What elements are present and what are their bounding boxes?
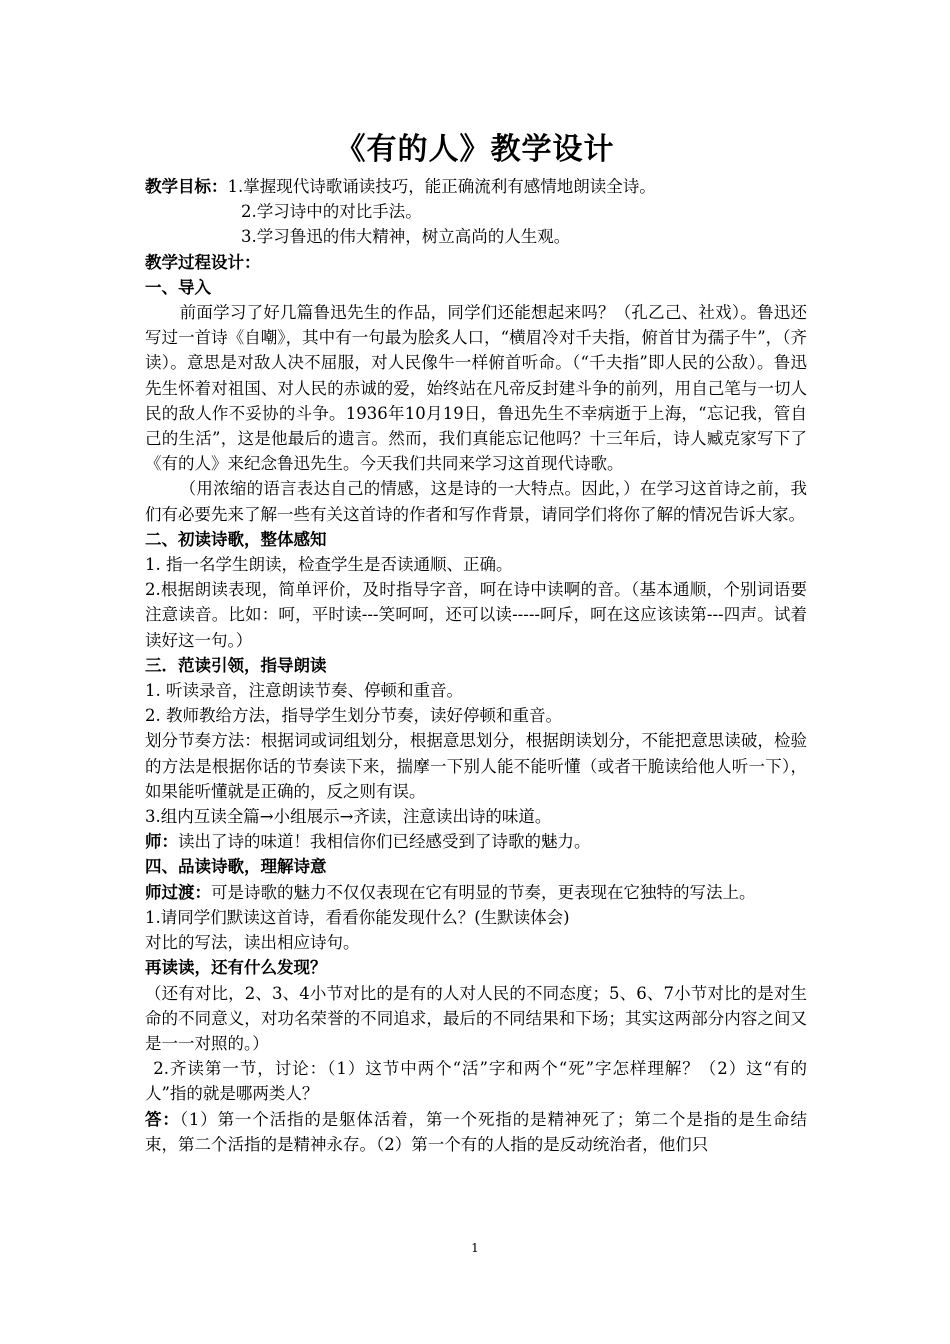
list-item: 3.组内互读全篇→小组展示→齐读，注意读出诗的味道。 — [145, 807, 552, 827]
intro-paragraph: （用浓缩的语言表达自己的情感，这是诗的一大特点。因此，）在学习这首诗之前，我们有必要先来了解一些有关这首诗的作者和写作背景，请同学们将你了解的情况告诉大家。 — [145, 479, 807, 524]
section-heading-intro: 一、导入 — [145, 277, 211, 297]
list-item: 2.齐读第一节，讨论：（1）这节中两个“活”字和两个“死”字怎样理解？（2）这“有的人”指的就是哪两类人？ — [145, 1059, 807, 1104]
objective-item: 2.学习诗中的对比手法。 — [241, 202, 422, 222]
reread-answer: （还有对比，2、3、4小节对比的是有的人对人民的不同态度；5、6、7小节对比的是对生命的不同意义，对功名荣誉的不同追求，最后的不同结果和下场；其实这两部分内容之间又是一一对照的。） — [145, 983, 807, 1053]
reread-heading: 再读读，还有什么发现？ — [145, 958, 327, 978]
objective-line-1 — [145, 174, 807, 199]
transition-label: 师过渡： — [145, 882, 211, 902]
list-item: 2. 教师教给方法，指导学生划分节奏，读好停顿和重音。 — [145, 706, 562, 726]
answer-text: （1）第一个活指的是躯体活着，第一个死指的是精神死了；第二个是指的是生命结束，第二个活指的是精神永存。（2）第一个有的人指的是反动统治者，他们只 — [145, 1109, 808, 1154]
document-title: 《有的人》教学设计 — [335, 132, 615, 167]
rhythm-method-paragraph: 划分节奏方法：根据词或词组划分，根据意思划分，根据朗读划分，不能把意思读破，检验的方法是根据你话的节奏读下来，揣摩一下别人能不能听懂（或者干脆读给他人听一下），如果能听懂就是正确的，反之则有误。 — [145, 731, 807, 801]
answer-paragraph — [145, 1107, 807, 1157]
transition-text: 可是诗歌的魅力不仅仅表现在它有明显的节奏，更表现在它独特的写法上。 — [211, 882, 756, 902]
objective-item: 1.掌握现代诗歌诵读技巧，能正确流利有感情地朗读全诗。 — [227, 177, 656, 196]
list-item: 1.请同学们默读这首诗，看看你能发现什么？(生默读体会) — [145, 907, 570, 927]
objective-item: 3.学习鲁迅的伟大精神，树立高尚的人生观。 — [241, 227, 571, 247]
list-item: 1. 听读录音，注意朗读节奏、停顿和重音。 — [145, 681, 463, 701]
section-heading-appreciation: 四、品读诗歌，理解诗意 — [145, 857, 327, 877]
teacher-text: 读出了诗的味道！我相信你们已经感受到了诗歌的魅力。 — [178, 832, 591, 852]
intro-paragraph: 前面学习了好几篇鲁迅先生的作品，同学们还能想起来吗？（孔乙己、社戏）。鲁迅还写过一首诗《自嘲》，其中有一句最为脍炙人口，“横眉冷对千夫指，俯首甘为孺子牛”，（齐读）。意思是对敌人决不屈服，对人民像牛一样俯首听命。（“千夫指”即人民的公敌）。鲁迅先生怀着对祖国、对人民的赤诚的爱，始终站在凡帝反封建斗争的前列，用自己笔与一切人民的敌人作不妥协的斗争。1936年10月19日，鲁迅先生不幸病逝于上海，“忘记我，管自己的生活”，这是他最后的遗言。然而，我们真能忘记他吗？十三年后，诗人臧克家写下了《有的人》来纪念鲁迅先生。今天我们共同来学习这首现代诗歌。 — [145, 303, 807, 474]
objectives-label: 教学目标： — [145, 177, 228, 196]
section-heading-first-reading: 二、初读诗歌，整体感知 — [145, 529, 327, 549]
process-heading: 教学过程设计： — [145, 252, 261, 272]
list-item: 1. 指一名学生朗读，检查学生是否读通顺、正确。 — [145, 555, 513, 575]
teacher-label: 师： — [145, 832, 178, 852]
section-heading-model-reading: 三．范读引领，指导朗读 — [145, 655, 327, 675]
page-number: 1 — [471, 1241, 479, 1255]
list-item: 2.根据朗读表现，简单评价，及时指导字音，呵在诗中读啊的音。（基本通顺，个别词语要注意读音。比如：呵，平时读---笑呵呵，还可以读-----呵斥，呵在这应该读第---四声。试着读好这一句。） — [145, 580, 807, 650]
teacher-remark — [145, 829, 807, 854]
answer-label: 答： — [145, 1109, 180, 1129]
document-body — [145, 174, 807, 1157]
teacher-transition — [145, 880, 807, 905]
list-item-answer: 对比的写法，读出相应诗句。 — [145, 933, 360, 953]
